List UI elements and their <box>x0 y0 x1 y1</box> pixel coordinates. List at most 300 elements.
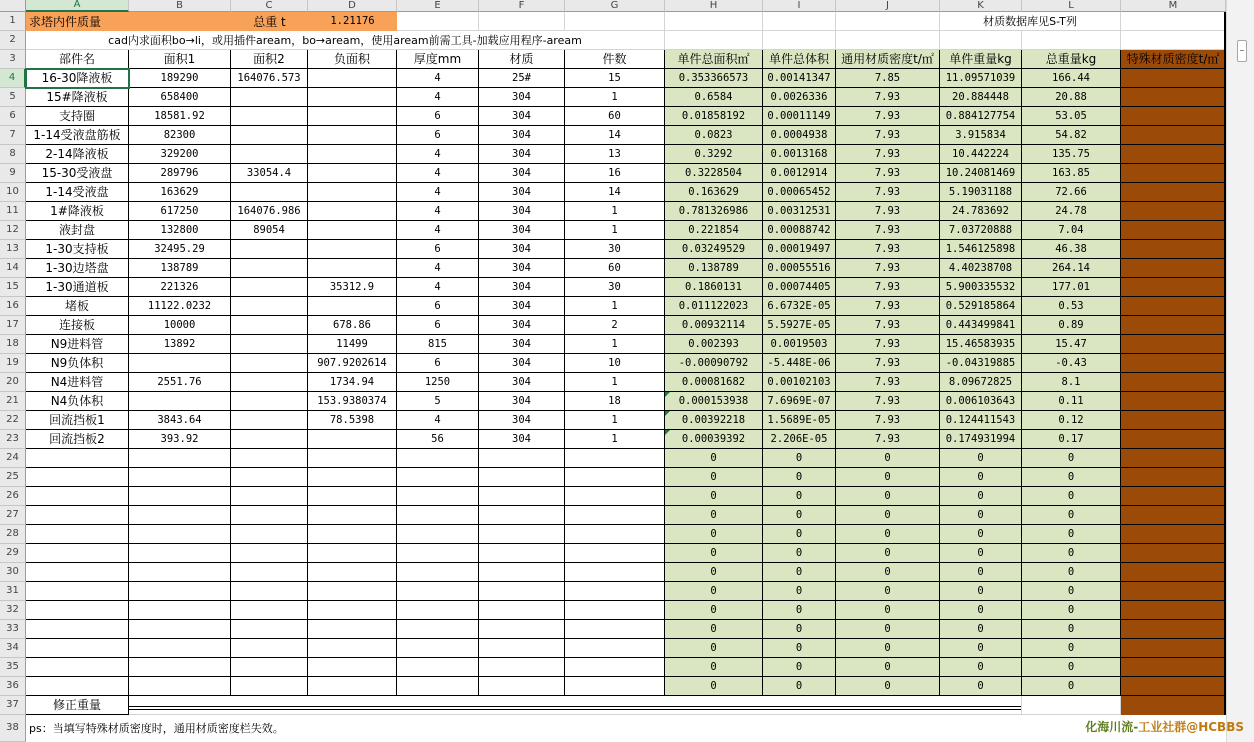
cell[interactable] <box>308 506 397 525</box>
data-cell[interactable]: 0.11 <box>1022 392 1121 411</box>
row-header[interactable]: 29 <box>0 544 26 563</box>
formula-cell[interactable]: 0 <box>1022 639 1121 658</box>
cell[interactable] <box>129 677 231 696</box>
data-cell[interactable]: 6 <box>397 107 479 126</box>
data-cell[interactable]: 0.00392218 <box>665 411 763 430</box>
data-cell[interactable]: 2551.76 <box>129 373 231 392</box>
data-cell[interactable]: 0.53 <box>1022 297 1121 316</box>
cell[interactable] <box>479 658 565 677</box>
data-cell[interactable] <box>1121 221 1226 240</box>
data-cell[interactable]: 815 <box>397 335 479 354</box>
row-header[interactable]: 15 <box>0 278 26 297</box>
footnote[interactable]: ps：当填写特殊材质密度时，通用材质密度栏失效。 <box>29 722 284 735</box>
formula-cell[interactable]: 0 <box>665 506 763 525</box>
cell[interactable] <box>129 525 231 544</box>
row-header[interactable]: 14 <box>0 259 26 278</box>
cell[interactable] <box>763 12 836 31</box>
row-header[interactable]: 28 <box>0 525 26 544</box>
data-cell[interactable]: 1 <box>565 297 665 316</box>
data-cell[interactable] <box>1121 183 1226 202</box>
cell[interactable] <box>308 468 397 487</box>
data-cell[interactable]: 0.0013168 <box>763 145 836 164</box>
cell[interactable] <box>26 487 129 506</box>
data-cell[interactable]: 8.1 <box>1022 373 1121 392</box>
column-header-c[interactable]: C <box>231 0 308 12</box>
data-cell[interactable]: 907.9202614 <box>308 354 397 373</box>
cell[interactable] <box>397 449 479 468</box>
part-name-cell[interactable]: N9进料管 <box>26 335 129 354</box>
data-cell[interactable] <box>231 259 308 278</box>
data-cell[interactable] <box>231 297 308 316</box>
cell[interactable] <box>565 506 665 525</box>
row-header[interactable]: 24 <box>0 449 26 468</box>
data-cell[interactable]: 0.138789 <box>665 259 763 278</box>
formula-cell[interactable]: 0 <box>940 639 1022 658</box>
data-cell[interactable]: 1 <box>565 430 665 449</box>
cell[interactable] <box>1121 677 1226 696</box>
cell[interactable] <box>1022 31 1121 50</box>
data-cell[interactable] <box>308 202 397 221</box>
data-cell[interactable]: -5.448E-06 <box>763 354 836 373</box>
formula-cell[interactable]: 0 <box>940 601 1022 620</box>
row-header[interactable]: 12 <box>0 221 26 240</box>
data-cell[interactable]: 0.0012914 <box>763 164 836 183</box>
data-cell[interactable]: 7.93 <box>836 430 940 449</box>
cell[interactable] <box>1121 468 1226 487</box>
data-cell[interactable]: 7.93 <box>836 354 940 373</box>
data-cell[interactable]: 4 <box>397 259 479 278</box>
column-header-g[interactable]: G <box>565 0 665 12</box>
cell[interactable] <box>397 468 479 487</box>
formula-cell[interactable]: 0 <box>1022 582 1121 601</box>
data-cell[interactable]: 20.884448 <box>940 88 1022 107</box>
data-cell[interactable] <box>1121 278 1226 297</box>
formula-cell[interactable]: 0 <box>940 506 1022 525</box>
corrected-weight-label[interactable]: 修正重量 <box>26 696 129 715</box>
formula-cell[interactable]: 0 <box>836 506 940 525</box>
data-cell[interactable]: 304 <box>479 392 565 411</box>
cell[interactable] <box>1121 601 1226 620</box>
cell[interactable] <box>397 525 479 544</box>
data-cell[interactable] <box>308 240 397 259</box>
cell[interactable] <box>129 449 231 468</box>
cell[interactable] <box>397 620 479 639</box>
row-header[interactable]: 26 <box>0 487 26 506</box>
instruction-note[interactable]: cad内求面积bo→li，或用插件aream，bo→aream，使用aream前需工具-加载应用程序-aream <box>26 31 665 50</box>
scrollbar-thumb[interactable] <box>1237 40 1247 62</box>
data-cell[interactable]: 2 <box>565 316 665 335</box>
column-header-a[interactable]: A <box>26 0 129 12</box>
cell[interactable] <box>1121 506 1226 525</box>
formula-cell[interactable]: 0 <box>836 677 940 696</box>
data-cell[interactable] <box>231 278 308 297</box>
cell[interactable] <box>479 449 565 468</box>
data-cell[interactable]: 304 <box>479 373 565 392</box>
data-cell[interactable]: 60 <box>565 259 665 278</box>
cell[interactable] <box>397 582 479 601</box>
row-header[interactable]: 25 <box>0 468 26 487</box>
formula-cell[interactable]: 0 <box>836 601 940 620</box>
row-header[interactable]: 35 <box>0 658 26 677</box>
part-name-cell[interactable]: 2-14降液板 <box>26 145 129 164</box>
cell[interactable] <box>231 620 308 639</box>
data-cell[interactable]: 304 <box>479 335 565 354</box>
row-header[interactable]: 23 <box>0 430 26 449</box>
data-cell[interactable]: 4 <box>397 69 479 88</box>
formula-cell[interactable]: 0 <box>763 506 836 525</box>
data-cell[interactable] <box>231 430 308 449</box>
data-cell[interactable]: 0.0019503 <box>763 335 836 354</box>
formula-cell[interactable]: 0 <box>1022 677 1121 696</box>
part-name-cell[interactable]: 1-14受液盘筋板 <box>26 126 129 145</box>
data-cell[interactable]: 7.93 <box>836 240 940 259</box>
cell[interactable] <box>308 544 397 563</box>
data-cell[interactable]: 7.93 <box>836 259 940 278</box>
data-cell[interactable]: 0.221854 <box>665 221 763 240</box>
formula-cell[interactable]: 0 <box>836 525 940 544</box>
data-cell[interactable]: 289796 <box>129 164 231 183</box>
data-cell[interactable]: 0.00065452 <box>763 183 836 202</box>
formula-cell[interactable]: 0 <box>665 658 763 677</box>
data-cell[interactable]: 4 <box>397 202 479 221</box>
data-cell[interactable]: 30 <box>565 240 665 259</box>
data-cell[interactable]: 7.03720888 <box>940 221 1022 240</box>
cell[interactable] <box>231 468 308 487</box>
data-cell[interactable]: 60 <box>565 107 665 126</box>
column-title[interactable]: 厚度mm <box>397 50 479 69</box>
cell[interactable] <box>565 525 665 544</box>
data-cell[interactable]: 0.00088742 <box>763 221 836 240</box>
cell[interactable] <box>479 563 565 582</box>
formula-cell[interactable]: 0 <box>940 449 1022 468</box>
data-cell[interactable]: 0.00141347 <box>763 69 836 88</box>
row-header[interactable]: 32 <box>0 601 26 620</box>
data-cell[interactable] <box>231 107 308 126</box>
part-name-cell[interactable]: 15-30受液盘 <box>26 164 129 183</box>
data-cell[interactable]: 153.9380374 <box>308 392 397 411</box>
data-cell[interactable] <box>1121 259 1226 278</box>
data-cell[interactable] <box>308 297 397 316</box>
data-cell[interactable] <box>231 183 308 202</box>
data-cell[interactable] <box>1121 126 1226 145</box>
cell[interactable] <box>836 12 940 31</box>
data-cell[interactable]: 329200 <box>129 145 231 164</box>
formula-cell[interactable]: 0 <box>1022 620 1121 639</box>
row-header[interactable]: 37 <box>0 696 26 715</box>
cell[interactable] <box>763 31 836 50</box>
data-cell[interactable]: 166.44 <box>1022 69 1121 88</box>
data-cell[interactable]: 13892 <box>129 335 231 354</box>
data-cell[interactable]: 0.163629 <box>665 183 763 202</box>
data-cell[interactable]: 0.3292 <box>665 145 763 164</box>
cell[interactable] <box>565 449 665 468</box>
part-name-cell[interactable]: 1-30通道板 <box>26 278 129 297</box>
column-title[interactable]: 部件名 <box>26 50 129 69</box>
data-cell[interactable] <box>231 373 308 392</box>
column-header-b[interactable]: B <box>129 0 231 12</box>
part-name-cell[interactable]: 1-30边塔盘 <box>26 259 129 278</box>
data-cell[interactable]: 4 <box>397 88 479 107</box>
row-header[interactable]: 34 <box>0 639 26 658</box>
cell[interactable] <box>1121 563 1226 582</box>
formula-cell[interactable]: 0 <box>665 582 763 601</box>
column-title[interactable]: 面积2 <box>231 50 308 69</box>
data-cell[interactable]: 0.0026336 <box>763 88 836 107</box>
data-cell[interactable] <box>1121 145 1226 164</box>
data-cell[interactable]: 132800 <box>129 221 231 240</box>
cell[interactable] <box>26 449 129 468</box>
data-cell[interactable] <box>308 145 397 164</box>
row-header[interactable]: 18 <box>0 335 26 354</box>
data-cell[interactable]: 0.884127754 <box>940 107 1022 126</box>
cell[interactable] <box>565 468 665 487</box>
cell[interactable] <box>231 487 308 506</box>
data-cell[interactable]: 7.93 <box>836 145 940 164</box>
data-cell[interactable]: 6.6732E-05 <box>763 297 836 316</box>
cell[interactable] <box>231 601 308 620</box>
data-cell[interactable]: 0.124411543 <box>940 411 1022 430</box>
column-title[interactable]: 总重量kg <box>1022 50 1121 69</box>
data-cell[interactable]: 7.93 <box>836 392 940 411</box>
data-cell[interactable]: 0.1860131 <box>665 278 763 297</box>
data-cell[interactable]: 18581.92 <box>129 107 231 126</box>
data-cell[interactable]: 163629 <box>129 183 231 202</box>
formula-cell[interactable]: 0 <box>665 525 763 544</box>
formula-cell[interactable]: 0 <box>763 582 836 601</box>
data-cell[interactable]: 7.93 <box>836 411 940 430</box>
data-cell[interactable]: 1 <box>565 335 665 354</box>
formula-cell[interactable]: 0 <box>940 544 1022 563</box>
part-name-cell[interactable]: N4进料管 <box>26 373 129 392</box>
data-cell[interactable]: 304 <box>479 88 565 107</box>
cell[interactable] <box>26 525 129 544</box>
data-cell[interactable]: 8.09672825 <box>940 373 1022 392</box>
formula-cell[interactable]: 0 <box>665 449 763 468</box>
data-cell[interactable]: 0.174931994 <box>940 430 1022 449</box>
formula-cell[interactable]: 0 <box>763 525 836 544</box>
data-cell[interactable]: 164076.573 <box>231 69 308 88</box>
formula-cell[interactable]: 0 <box>940 658 1022 677</box>
row-header[interactable]: 13 <box>0 240 26 259</box>
part-name-cell[interactable]: 回流挡板1 <box>26 411 129 430</box>
cell[interactable] <box>129 544 231 563</box>
cell[interactable] <box>129 601 231 620</box>
column-title[interactable]: 单件总面积㎡ <box>665 50 763 69</box>
cell[interactable] <box>565 544 665 563</box>
data-cell[interactable]: 7.04 <box>1022 221 1121 240</box>
data-cell[interactable]: 7.93 <box>836 202 940 221</box>
db-note[interactable]: 材质数据库见S-T列 <box>940 12 1121 31</box>
cell[interactable] <box>308 525 397 544</box>
data-cell[interactable]: 0.529185864 <box>940 297 1022 316</box>
row-header[interactable]: 11 <box>0 202 26 221</box>
row-header[interactable]: 16 <box>0 297 26 316</box>
data-cell[interactable]: 15 <box>565 69 665 88</box>
data-cell[interactable]: 10.442224 <box>940 145 1022 164</box>
formula-cell[interactable]: 0 <box>1022 563 1121 582</box>
cell[interactable] <box>1121 31 1226 50</box>
cell[interactable] <box>26 506 129 525</box>
data-cell[interactable]: 304 <box>479 183 565 202</box>
cell[interactable] <box>479 639 565 658</box>
data-cell[interactable]: 0.01858192 <box>665 107 763 126</box>
part-name-cell[interactable]: 16-30降液板 <box>26 69 129 88</box>
data-cell[interactable]: 7.93 <box>836 107 940 126</box>
formula-cell[interactable]: 0 <box>665 601 763 620</box>
cell[interactable] <box>479 544 565 563</box>
formula-cell[interactable]: 0 <box>763 449 836 468</box>
data-cell[interactable] <box>231 240 308 259</box>
row-header[interactable]: 31 <box>0 582 26 601</box>
data-cell[interactable] <box>1121 202 1226 221</box>
row-header[interactable]: 4 <box>0 69 26 88</box>
data-cell[interactable]: 6 <box>397 126 479 145</box>
column-header-d[interactable]: D <box>308 0 397 12</box>
data-cell[interactable] <box>1121 107 1226 126</box>
data-cell[interactable]: 0.443499841 <box>940 316 1022 335</box>
formula-cell[interactable]: 0 <box>665 677 763 696</box>
data-cell[interactable]: 54.82 <box>1022 126 1121 145</box>
cell[interactable] <box>1022 696 1121 715</box>
data-cell[interactable]: 7.6969E-07 <box>763 392 836 411</box>
data-cell[interactable]: 4.40238708 <box>940 259 1022 278</box>
sheet-title[interactable]: 求塔内件质量 <box>26 12 231 31</box>
data-cell[interactable] <box>231 126 308 145</box>
row-header[interactable]: 17 <box>0 316 26 335</box>
column-title[interactable]: 单件重量kg <box>940 50 1022 69</box>
cell[interactable] <box>565 677 665 696</box>
part-name-cell[interactable]: 液封盘 <box>26 221 129 240</box>
formula-cell[interactable]: 0 <box>940 487 1022 506</box>
data-cell[interactable]: -0.43 <box>1022 354 1121 373</box>
cell[interactable] <box>565 582 665 601</box>
data-cell[interactable] <box>231 392 308 411</box>
row-header[interactable]: 38 <box>0 715 26 742</box>
cell[interactable] <box>1121 620 1226 639</box>
cell[interactable] <box>836 31 940 50</box>
row-header[interactable]: 5 <box>0 88 26 107</box>
data-cell[interactable]: 4 <box>397 183 479 202</box>
data-cell[interactable]: 163.85 <box>1022 164 1121 183</box>
data-cell[interactable]: 304 <box>479 164 565 183</box>
column-header-j[interactable]: J <box>836 0 940 12</box>
data-cell[interactable]: 0.3228504 <box>665 164 763 183</box>
cell[interactable] <box>1121 639 1226 658</box>
cell[interactable] <box>129 658 231 677</box>
formula-cell[interactable]: 0 <box>836 639 940 658</box>
row-header[interactable]: 30 <box>0 563 26 582</box>
column-header-m[interactable]: M <box>1121 0 1226 12</box>
data-cell[interactable]: 20.88 <box>1022 88 1121 107</box>
data-cell[interactable]: 135.75 <box>1022 145 1121 164</box>
data-cell[interactable]: 221326 <box>129 278 231 297</box>
cell[interactable] <box>26 601 129 620</box>
data-cell[interactable]: 304 <box>479 126 565 145</box>
data-cell[interactable]: 5.5927E-05 <box>763 316 836 335</box>
data-cell[interactable] <box>129 392 231 411</box>
column-title[interactable]: 通用材质密度t/㎡ <box>836 50 940 69</box>
formula-cell[interactable]: 0 <box>665 544 763 563</box>
cell[interactable] <box>479 601 565 620</box>
cell[interactable] <box>129 506 231 525</box>
cell[interactable] <box>479 620 565 639</box>
data-cell[interactable]: 658400 <box>129 88 231 107</box>
cell[interactable] <box>231 544 308 563</box>
part-name-cell[interactable]: 1-14受液盘 <box>26 183 129 202</box>
data-cell[interactable]: 4 <box>397 164 479 183</box>
formula-cell[interactable]: 0 <box>763 468 836 487</box>
formula-cell[interactable]: 0 <box>1022 601 1121 620</box>
data-cell[interactable]: 2.206E-05 <box>763 430 836 449</box>
cell[interactable] <box>231 449 308 468</box>
data-cell[interactable]: 0.03249529 <box>665 240 763 259</box>
data-cell[interactable]: 617250 <box>129 202 231 221</box>
data-cell[interactable]: 304 <box>479 278 565 297</box>
data-cell[interactable]: 0.00081682 <box>665 373 763 392</box>
data-cell[interactable]: 0.12 <box>1022 411 1121 430</box>
cell[interactable] <box>479 525 565 544</box>
cell[interactable] <box>308 582 397 601</box>
cell[interactable] <box>308 677 397 696</box>
data-cell[interactable]: 56 <box>397 430 479 449</box>
formula-cell[interactable]: 0 <box>940 620 1022 639</box>
column-header-k[interactable]: K <box>940 0 1022 12</box>
cell[interactable] <box>397 487 479 506</box>
data-cell[interactable] <box>1121 354 1226 373</box>
cell[interactable] <box>397 639 479 658</box>
data-cell[interactable]: 7.93 <box>836 373 940 392</box>
formula-cell[interactable]: 0 <box>836 544 940 563</box>
formula-cell[interactable]: 0 <box>665 639 763 658</box>
cell[interactable] <box>26 468 129 487</box>
formula-cell[interactable]: 0 <box>940 677 1022 696</box>
part-name-cell[interactable]: 支持圈 <box>26 107 129 126</box>
data-cell[interactable]: 14 <box>565 126 665 145</box>
formula-cell[interactable]: 0 <box>665 468 763 487</box>
data-cell[interactable]: 7.85 <box>836 69 940 88</box>
data-cell[interactable]: 11.09571039 <box>940 69 1022 88</box>
column-title[interactable]: 单件总体积 <box>763 50 836 69</box>
data-cell[interactable]: 4 <box>397 221 479 240</box>
cell[interactable] <box>665 31 763 50</box>
data-cell[interactable]: -0.04319885 <box>940 354 1022 373</box>
data-cell[interactable]: 0.781326986 <box>665 202 763 221</box>
data-cell[interactable] <box>1121 392 1226 411</box>
formula-cell[interactable]: 0 <box>836 563 940 582</box>
cell[interactable] <box>129 620 231 639</box>
cell[interactable] <box>1121 544 1226 563</box>
data-cell[interactable]: 0.89 <box>1022 316 1121 335</box>
data-cell[interactable]: 0.00039392 <box>665 430 763 449</box>
column-title[interactable]: 负面积 <box>308 50 397 69</box>
column-header-i[interactable]: I <box>763 0 836 12</box>
data-cell[interactable]: 3.915834 <box>940 126 1022 145</box>
data-cell[interactable]: 0.002393 <box>665 335 763 354</box>
data-cell[interactable]: 15.46583935 <box>940 335 1022 354</box>
data-cell[interactable] <box>1121 430 1226 449</box>
cell[interactable] <box>479 12 565 31</box>
data-cell[interactable] <box>308 88 397 107</box>
row-header[interactable]: 22 <box>0 411 26 430</box>
data-cell[interactable]: 30 <box>565 278 665 297</box>
formula-cell[interactable]: 0 <box>836 449 940 468</box>
data-cell[interactable] <box>308 430 397 449</box>
row-header[interactable]: 19 <box>0 354 26 373</box>
data-cell[interactable]: 304 <box>479 145 565 164</box>
data-cell[interactable]: 177.01 <box>1022 278 1121 297</box>
cell[interactable] <box>565 12 665 31</box>
data-cell[interactable] <box>308 259 397 278</box>
